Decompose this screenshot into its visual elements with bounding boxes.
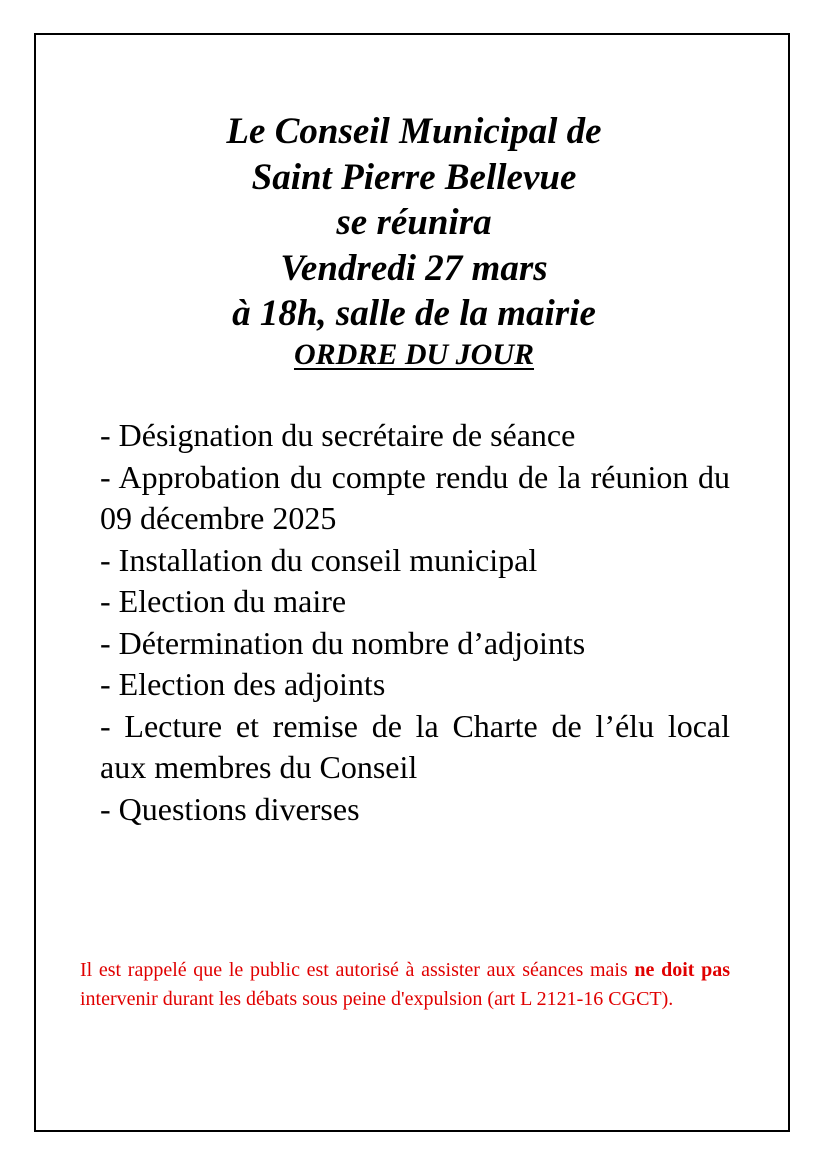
agenda-item: - Désignation du secrétaire de séance [100,417,576,453]
public-notice [80,956,730,1013]
agenda-item: - Lecture et remise de la Charte de l’élu local aux membres du Conseil [100,707,730,785]
agenda-item: - Questions diverses [100,790,360,827]
agenda-item: - Détermination du nombre d’adjoints [100,624,586,661]
heading-line-date: Vendredi 27 mars [280,247,548,289]
notice-emphasis: ne doit pas [634,959,730,981]
heading-line-meeting: se réunira [336,202,492,243]
agenda-item: - Election du maire [100,583,347,619]
heading-line-time-place: à 18h, salle de la mairie [232,293,596,334]
agenda-list [100,415,730,830]
heading-line-commune: Saint Pierre Bellevue [251,156,577,198]
heading-line-council: Le Conseil Municipal de [226,111,602,152]
agenda-item: - Approbation du compte rendu de la réunion du 09 décembre 2025 [100,458,730,536]
notice-text-start: Il est rappelé que le public est autorisé à assister aux séances mais [80,959,635,981]
agenda-title: ORDRE DU JOUR [293,338,535,371]
agenda-item: - Election des adjoints [100,666,386,702]
agenda-item: - Installation du conseil municipal [100,541,538,578]
meeting-announcement [36,109,792,337]
notice-text-end: intervenir durant les débats sous peine d'expulsion (art L 2121-16 CGCT). [80,987,674,1010]
document-border [34,33,790,1132]
